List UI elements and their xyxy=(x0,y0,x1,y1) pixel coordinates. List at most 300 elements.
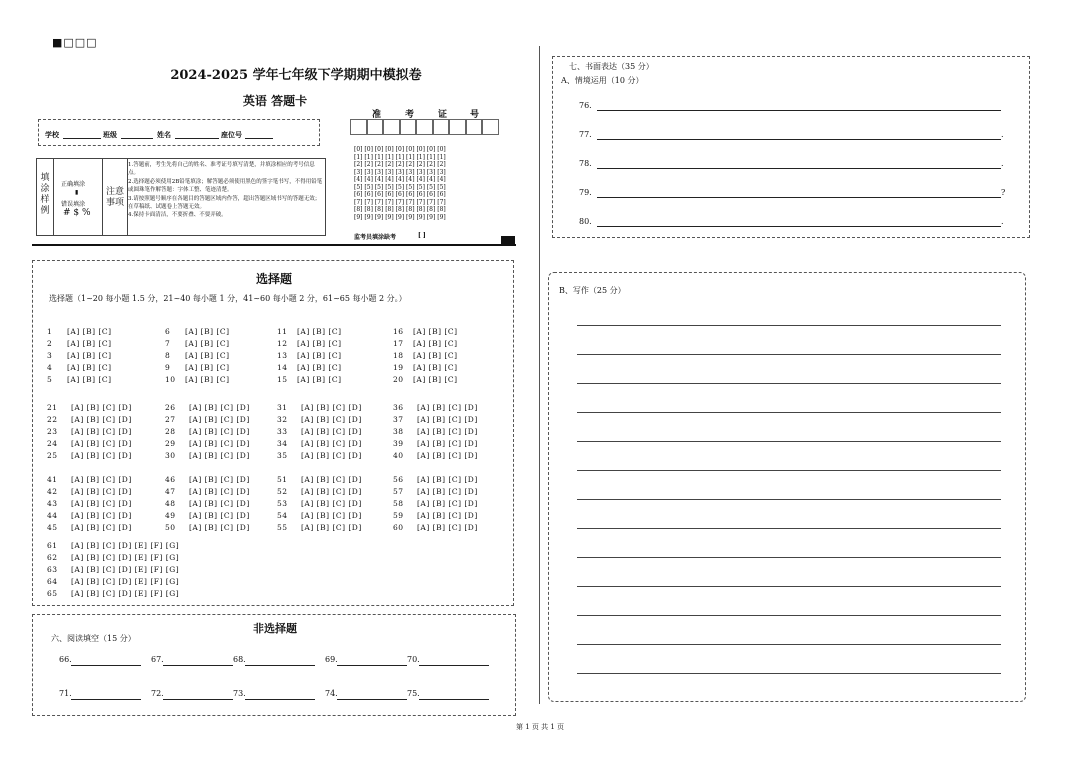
question-number: 5 xyxy=(47,375,53,384)
blank-item[interactable] xyxy=(59,655,143,667)
answer-options[interactable]: [A] [B] [C] xyxy=(185,363,230,372)
question-number: 3 xyxy=(47,351,53,360)
question-number: 36 xyxy=(393,403,404,412)
answer-options[interactable]: [A] [B] [C] [D] xyxy=(417,451,478,460)
class-field[interactable] xyxy=(121,138,153,139)
exam-id-digit-box[interactable] xyxy=(383,119,400,135)
blank-number: 68. xyxy=(233,655,246,664)
answer-options[interactable]: [A] [B] [C] [D] xyxy=(189,415,250,424)
exam-id-digit-box[interactable] xyxy=(466,119,483,135)
blank-line[interactable] xyxy=(419,665,489,666)
digit-row-4[interactable]: [4] [4] [4] [4] [4] [4] [4] [4] [4] xyxy=(354,176,446,183)
question-number: 55 xyxy=(277,523,288,532)
choice-question[interactable] xyxy=(165,363,230,372)
school-field[interactable] xyxy=(63,138,101,139)
writing-line[interactable] xyxy=(577,325,1001,326)
note-2: 2.选择题必须使用2B铅笔填涂；解答题必须使用黑色的签字笔书写，不得用铅笔或圆珠笔作解答题：字体工整、笔迹清楚。 xyxy=(128,178,323,194)
choice-heading: 选择题 xyxy=(255,272,292,286)
writing-line[interactable] xyxy=(577,412,1001,413)
blank-number: 73. xyxy=(233,689,246,698)
choice-question[interactable] xyxy=(393,327,458,336)
partB-title: B、写作（25 分） xyxy=(559,286,626,295)
blank-item[interactable] xyxy=(407,655,491,667)
answer-options[interactable]: [A] [B] [C] xyxy=(297,351,342,360)
answer-options[interactable]: [A] [B] [C] xyxy=(297,375,342,384)
question-number: 35 xyxy=(277,451,288,460)
partA-answer-line[interactable] xyxy=(597,110,1001,111)
question-number: 4 xyxy=(47,363,53,372)
answer-options[interactable]: [A] [B] [C] [D] xyxy=(417,475,478,484)
question-number: 11 xyxy=(277,327,288,336)
answer-options[interactable]: [A] [B] [C] xyxy=(185,375,230,384)
choice-question[interactable] xyxy=(277,439,362,448)
answer-options[interactable]: [A] [B] [C] [D] xyxy=(301,511,362,520)
note-4: 4.保持卡面清洁，不要折叠、不要弄破。 xyxy=(128,212,227,219)
choice-question[interactable] xyxy=(165,327,230,336)
answer-options[interactable]: [A] [B] [C] [D] xyxy=(301,415,362,424)
blank-item[interactable] xyxy=(325,655,409,667)
choice-question[interactable] xyxy=(47,363,112,372)
question-number: 18 xyxy=(393,351,404,360)
partA-number: 77. xyxy=(579,130,592,139)
answer-options[interactable]: [A] [B] [C] [D] xyxy=(189,439,250,448)
choice-question[interactable] xyxy=(393,339,458,348)
question-number: 37 xyxy=(393,415,404,424)
answer-options[interactable]: [A] [B] [C] xyxy=(185,339,230,348)
partA-end-punct: . xyxy=(1001,130,1004,139)
answer-options[interactable]: [A] [B] [C] [D] xyxy=(189,511,250,520)
answer-options[interactable]: [A] [B] [C] xyxy=(413,327,458,336)
answer-options[interactable]: [A] [B] [C] [D] xyxy=(189,427,250,436)
choice-question[interactable] xyxy=(277,499,362,508)
partA-end-punct: . xyxy=(1001,159,1004,168)
writing-line[interactable] xyxy=(577,528,1001,529)
partA-number: 76. xyxy=(579,101,592,110)
answer-options[interactable]: [A] [B] [C] [D] xyxy=(71,439,132,448)
question-number: 13 xyxy=(277,351,288,360)
writing-line[interactable] xyxy=(577,470,1001,471)
answer-options[interactable]: [A] [B] [C] xyxy=(413,351,458,360)
blank-item[interactable] xyxy=(59,689,143,701)
question-number: 10 xyxy=(165,375,176,384)
question-number: 20 xyxy=(393,375,404,384)
answer-options[interactable]: [A] [B] [C] [D] [E] [F] [G] xyxy=(71,541,180,550)
answer-options[interactable]: [A] [B] [C] [D] xyxy=(71,499,132,508)
digit-row-7[interactable]: [7] [7] [7] [7] [7] [7] [7] [7] [7] xyxy=(354,198,446,206)
answer-options[interactable]: [A] [B] [C] [D] xyxy=(189,523,250,532)
partA-end-punct: . xyxy=(1001,217,1004,226)
answer-options[interactable]: [A] [B] [C] [D] xyxy=(189,487,250,496)
exam-id-boxes[interactable] xyxy=(350,119,500,135)
question-number: 63 xyxy=(47,565,58,574)
blank-item[interactable] xyxy=(151,689,235,701)
school-label: 学校 xyxy=(45,130,59,139)
header-rule xyxy=(32,244,516,246)
choice-question[interactable] xyxy=(165,375,230,384)
partA-answer-line[interactable] xyxy=(597,168,1001,169)
writing-line[interactable] xyxy=(577,586,1001,587)
question-number: 59 xyxy=(393,511,404,520)
answer-options[interactable]: [A] [B] [C] xyxy=(185,327,230,336)
question-number: 22 xyxy=(47,415,58,424)
sample-label: 填涂样例 xyxy=(40,173,50,216)
answer-options[interactable]: [A] [B] [C] xyxy=(413,363,458,372)
question-number: 64 xyxy=(47,577,58,586)
question-number: 51 xyxy=(277,475,288,484)
answer-options[interactable]: [A] [B] [C] xyxy=(413,339,458,348)
corner-marks: ■□□□ xyxy=(52,36,98,49)
question-number: 28 xyxy=(165,427,176,436)
choice-question[interactable] xyxy=(393,487,478,496)
choice-question[interactable] xyxy=(165,523,250,532)
digit-row-3[interactable]: [3] [3] [3] [3] [3] [3] [3] [3] [3] xyxy=(354,168,446,176)
choice-question[interactable] xyxy=(47,565,179,574)
blank-line[interactable] xyxy=(245,665,315,666)
answer-options[interactable]: [A] [B] [C] xyxy=(413,375,458,384)
partA-end-punct: ? xyxy=(1001,188,1006,197)
question-number: 50 xyxy=(165,523,176,532)
question-number: 12 xyxy=(277,339,288,348)
answer-options[interactable]: [A] [B] [C] [D] xyxy=(71,511,132,520)
blank-number: 67. xyxy=(151,655,164,664)
answer-options[interactable]: [A] [B] [C] [D] xyxy=(301,487,362,496)
question-number: 25 xyxy=(47,451,58,460)
digit-row-5[interactable]: [5] [5] [5] [5] [5] [5] [5] [5] [5] xyxy=(354,183,446,191)
choice-question[interactable] xyxy=(165,439,250,448)
digit-row-9[interactable]: [9] [9] [9] [9] [9] [9] [9] [9] [9] xyxy=(354,213,446,221)
choice-question[interactable] xyxy=(47,577,179,586)
partA-number: 78. xyxy=(579,159,592,168)
page-footer: 第 1 页 共 1 页 xyxy=(515,723,565,731)
digit-row-1[interactable]: [1] [1] [1] [1] [1] [1] [1] [1] [1] xyxy=(354,153,446,161)
question-number: 60 xyxy=(393,523,404,532)
wrong-fill-label: 错误填涂 xyxy=(61,201,86,208)
choice-section xyxy=(32,260,514,606)
answer-options[interactable]: [A] [B] [C] [D] xyxy=(189,499,250,508)
question-number: 2 xyxy=(47,339,53,348)
question-number: 1 xyxy=(47,327,53,336)
writing-line[interactable] xyxy=(577,557,1001,558)
blank-item[interactable] xyxy=(151,655,235,667)
proctor-label: 监考员填涂缺考 xyxy=(354,234,397,241)
blank-number: 74. xyxy=(325,689,338,698)
correct-fill-label: 正确填涂 xyxy=(61,181,86,188)
answer-options[interactable]: [A] [B] [C] [D] xyxy=(417,415,478,424)
choice-question[interactable] xyxy=(165,415,250,424)
answer-options[interactable]: [A] [B] [C] [D] xyxy=(417,511,478,520)
answer-options[interactable]: [A] [B] [C] [D] xyxy=(71,487,132,496)
writing-line[interactable] xyxy=(577,673,1001,674)
question-number: 49 xyxy=(165,511,176,520)
digit-row-6[interactable]: [6] [6] [6] [6] [6] [6] [6] [6] [6] xyxy=(354,191,446,198)
answer-options[interactable]: [A] [B] [C] [D] xyxy=(301,427,362,436)
question-number: 29 xyxy=(165,439,176,448)
question-number: 33 xyxy=(277,427,288,436)
exam-id-digit-box[interactable] xyxy=(350,119,367,135)
answer-options[interactable]: [A] [B] [C] [D] xyxy=(301,403,362,412)
choice-question[interactable] xyxy=(165,451,250,460)
partA-answer-line[interactable] xyxy=(597,197,1001,198)
choice-question[interactable] xyxy=(277,511,362,520)
choice-question[interactable] xyxy=(47,511,132,520)
exam-id-digit-box[interactable] xyxy=(433,119,450,135)
question-number: 42 xyxy=(47,487,58,496)
choice-question[interactable] xyxy=(393,351,458,360)
answer-options[interactable]: [A] [B] [C] [D] [E] [F] [G] xyxy=(71,553,180,562)
blank-line[interactable] xyxy=(163,699,233,700)
question-number: 31 xyxy=(277,403,288,412)
answer-options[interactable]: [A] [B] [C] [D] [E] [F] [G] xyxy=(71,589,180,598)
choice-question[interactable] xyxy=(277,375,342,384)
question-number: 52 xyxy=(277,487,288,496)
exam-id-digit-box[interactable] xyxy=(367,119,384,135)
answer-options[interactable]: [A] [B] [C] [D] xyxy=(71,415,132,424)
choice-question[interactable] xyxy=(47,415,132,424)
answer-options[interactable]: [A] [B] [C] [D] xyxy=(189,475,250,484)
answer-options[interactable]: [A] [B] [C] xyxy=(185,351,230,360)
blank-line[interactable] xyxy=(71,699,141,700)
choice-question[interactable] xyxy=(165,351,230,360)
answer-options[interactable]: [A] [B] [C] [D] xyxy=(71,427,132,436)
blank-number: 69. xyxy=(325,655,338,664)
question-number: 14 xyxy=(277,363,288,372)
blank-number: 71. xyxy=(59,689,72,698)
choice-question[interactable] xyxy=(277,415,362,424)
choice-question[interactable] xyxy=(277,363,342,372)
writing-line[interactable] xyxy=(577,644,1001,645)
answer-options[interactable]: [A] [B] [C] [D] xyxy=(189,451,250,460)
correct-fill-mark: ▮ xyxy=(75,189,79,196)
question-number: 61 xyxy=(47,541,58,550)
choice-question[interactable] xyxy=(47,339,112,348)
question-number: 8 xyxy=(165,351,171,360)
partA-answer-line[interactable] xyxy=(597,139,1001,140)
sample-notes-box xyxy=(36,158,326,236)
question-number: 17 xyxy=(393,339,404,348)
answer-options[interactable]: [A] [B] [C] [D] xyxy=(417,403,478,412)
choice-question[interactable] xyxy=(277,487,362,496)
choice-question[interactable] xyxy=(47,541,179,550)
writing-line[interactable] xyxy=(577,615,1001,616)
answer-options[interactable]: [A] [B] [C] [D] xyxy=(417,523,478,532)
answer-options[interactable]: [A] [B] [C] [D] [E] [F] [G] xyxy=(71,565,180,574)
answer-options[interactable]: [A] [B] [C] [D] xyxy=(71,475,132,484)
question-number: 43 xyxy=(47,499,58,508)
seat-field[interactable] xyxy=(245,138,273,139)
choice-question[interactable] xyxy=(165,475,250,484)
blank-item[interactable] xyxy=(233,689,317,701)
blank-number: 70. xyxy=(407,655,420,664)
choice-question[interactable] xyxy=(393,499,478,508)
choice-question[interactable] xyxy=(277,523,362,532)
timing-mark xyxy=(501,236,515,244)
answer-options[interactable]: [A] [B] [C] [D] xyxy=(189,403,250,412)
section7-box xyxy=(552,56,1030,238)
choice-question[interactable] xyxy=(165,487,250,496)
choice-question[interactable] xyxy=(47,351,112,360)
choice-question[interactable] xyxy=(393,523,478,532)
answer-options[interactable]: [A] [B] [C] [D] xyxy=(71,403,132,412)
choice-question[interactable] xyxy=(165,427,250,436)
choice-question[interactable] xyxy=(47,523,132,532)
choice-question[interactable] xyxy=(165,339,230,348)
choice-question[interactable] xyxy=(165,499,250,508)
choice-question[interactable] xyxy=(393,427,478,436)
question-number: 19 xyxy=(393,363,404,372)
blank-number: 75. xyxy=(407,689,420,698)
answer-options[interactable]: [A] [B] [C] [D] xyxy=(301,523,362,532)
question-number: 26 xyxy=(165,403,176,412)
question-number: 32 xyxy=(277,415,288,424)
choice-question[interactable] xyxy=(277,475,362,484)
blank-line[interactable] xyxy=(245,699,315,700)
answer-options[interactable]: [A] [B] [C] [D] xyxy=(417,427,478,436)
choice-question[interactable] xyxy=(47,451,132,460)
exam-id-grid[interactable] xyxy=(354,146,500,221)
choice-question[interactable] xyxy=(277,339,342,348)
blank-item[interactable] xyxy=(325,689,409,701)
exam-id-digit-box[interactable] xyxy=(482,119,499,135)
writing-line[interactable] xyxy=(577,499,1001,500)
choice-question[interactable] xyxy=(47,487,132,496)
question-number: 40 xyxy=(393,451,404,460)
page-title: 2024-2025 学年七年级下学期期中模拟卷 xyxy=(170,68,422,83)
answer-options[interactable]: [A] [B] [C] xyxy=(67,327,112,336)
choice-question[interactable] xyxy=(393,511,478,520)
blank-line[interactable] xyxy=(337,699,407,700)
question-number: 62 xyxy=(47,553,58,562)
digit-row-0[interactable]: [0] [0] [0] [0] [0] [0] [0] [0] [0] xyxy=(354,146,446,153)
digit-row-2[interactable]: [2] [2] [2] [2] [2] [2] [2] [2] [2] xyxy=(354,161,446,168)
student-info-box xyxy=(38,119,320,146)
answer-options[interactable]: [A] [B] [C] [D] xyxy=(301,451,362,460)
digit-row-8[interactable]: [8] [8] [8] [8] [8] [8] [8] [8] [8] xyxy=(354,206,446,213)
proctor-checkbox[interactable]: [ ] xyxy=(418,232,426,239)
question-number: 41 xyxy=(47,475,58,484)
section7-title: 七、书面表达（35 分） xyxy=(569,62,654,71)
answer-options[interactable]: [A] [B] [C] xyxy=(67,339,112,348)
question-number: 46 xyxy=(165,475,176,484)
question-number: 6 xyxy=(165,327,171,336)
answer-options[interactable]: [A] [B] [C] [D] xyxy=(301,499,362,508)
question-number: 47 xyxy=(165,487,176,496)
choice-question[interactable] xyxy=(277,451,362,460)
answer-options[interactable]: [A] [B] [C] [D] [E] [F] [G] xyxy=(71,577,180,586)
choice-question[interactable] xyxy=(165,403,250,412)
choice-question[interactable] xyxy=(393,475,478,484)
writing-line[interactable] xyxy=(577,354,1001,355)
partA-title: A、情境运用（10 分） xyxy=(561,76,644,85)
answer-options[interactable]: [A] [B] [C] [D] xyxy=(301,475,362,484)
choice-question[interactable] xyxy=(393,451,478,460)
question-number: 53 xyxy=(277,499,288,508)
question-number: 45 xyxy=(47,523,58,532)
seat-label: 座位号 xyxy=(221,130,242,139)
question-number: 38 xyxy=(393,427,404,436)
choice-question[interactable] xyxy=(47,475,132,484)
answer-options[interactable]: [A] [B] [C] xyxy=(67,351,112,360)
question-number: 48 xyxy=(165,499,176,508)
choice-question[interactable] xyxy=(393,439,478,448)
blank-line[interactable] xyxy=(419,699,489,700)
choice-question[interactable] xyxy=(277,403,362,412)
question-number: 44 xyxy=(47,511,58,520)
choice-question[interactable] xyxy=(47,403,132,412)
blank-line[interactable] xyxy=(163,665,233,666)
choice-question[interactable] xyxy=(277,427,362,436)
choice-question[interactable] xyxy=(165,511,250,520)
question-number: 24 xyxy=(47,439,58,448)
question-number: 9 xyxy=(165,363,171,372)
choice-question[interactable] xyxy=(277,327,342,336)
writing-line[interactable] xyxy=(577,441,1001,442)
exam-id-digit-box[interactable] xyxy=(449,119,466,135)
exam-id-digit-box[interactable] xyxy=(416,119,433,135)
question-number: 54 xyxy=(277,511,288,520)
choice-question[interactable] xyxy=(47,499,132,508)
choice-question[interactable] xyxy=(277,351,342,360)
choice-question[interactable] xyxy=(47,439,132,448)
choice-question[interactable] xyxy=(393,415,478,424)
writing-line[interactable] xyxy=(577,383,1001,384)
choice-question[interactable] xyxy=(47,327,112,336)
choice-question[interactable] xyxy=(393,403,478,412)
question-number: 16 xyxy=(393,327,404,336)
answer-options[interactable]: [A] [B] [C] [D] xyxy=(301,439,362,448)
exam-id-digit-box[interactable] xyxy=(400,119,417,135)
note-1: 1.答题前，考生先将自己的姓名、准考证号填写清楚，并填涂相应的考号信息点。 xyxy=(128,162,315,177)
name-label: 姓名 xyxy=(157,130,171,139)
answer-options[interactable]: [A] [B] [C] xyxy=(297,327,342,336)
blank-item[interactable] xyxy=(233,655,317,667)
choice-question[interactable] xyxy=(393,363,458,372)
blank-number: 66. xyxy=(59,655,72,664)
answer-options[interactable]: [A] [B] [C] xyxy=(297,339,342,348)
question-number: 7 xyxy=(165,339,171,348)
partB-box xyxy=(548,272,1026,702)
partA-answer-line[interactable] xyxy=(597,226,1001,227)
question-number: 39 xyxy=(393,439,404,448)
note-3: 3.请按照题号顺序在各题目的答题区域内作答，超出答题区域书写的答题无效；在草稿纸、试题卷上答题无效。 xyxy=(128,195,321,211)
answer-options[interactable]: [A] [B] [C] [D] xyxy=(417,439,478,448)
choice-question[interactable] xyxy=(393,375,458,384)
answer-options[interactable]: [A] [B] [C] [D] xyxy=(71,451,132,460)
blank-line[interactable] xyxy=(71,665,141,666)
answer-options[interactable]: [A] [B] [C] xyxy=(297,363,342,372)
class-label: 班级 xyxy=(103,130,117,139)
question-number: 56 xyxy=(393,475,404,484)
blank-line[interactable] xyxy=(337,665,407,666)
question-number: 65 xyxy=(47,589,58,598)
choice-question[interactable] xyxy=(47,375,112,384)
name-field[interactable] xyxy=(175,138,219,139)
answer-options[interactable]: [A] [B] [C] xyxy=(67,375,112,384)
page-subtitle: 英语 答题卡 xyxy=(242,94,308,108)
partA-number: 79. xyxy=(579,188,592,197)
choice-question[interactable] xyxy=(47,553,179,562)
question-number: 57 xyxy=(393,487,404,496)
answer-options[interactable]: [A] [B] [C] [D] xyxy=(417,487,478,496)
answer-options[interactable]: [A] [B] [C] xyxy=(67,363,112,372)
answer-options[interactable]: [A] [B] [C] [D] xyxy=(417,499,478,508)
blank-item[interactable] xyxy=(407,689,491,701)
choice-question[interactable] xyxy=(47,589,179,598)
answer-options[interactable]: [A] [B] [C] [D] xyxy=(71,523,132,532)
choice-instructions: 选择题（1~20 每小题 1.5 分，21~40 每小题 1 分，41~60 每小题 2 分，61~65 每小题 2 分。） xyxy=(49,294,407,303)
choice-question[interactable] xyxy=(47,427,132,436)
question-number: 21 xyxy=(47,403,58,412)
question-number: 34 xyxy=(277,439,288,448)
